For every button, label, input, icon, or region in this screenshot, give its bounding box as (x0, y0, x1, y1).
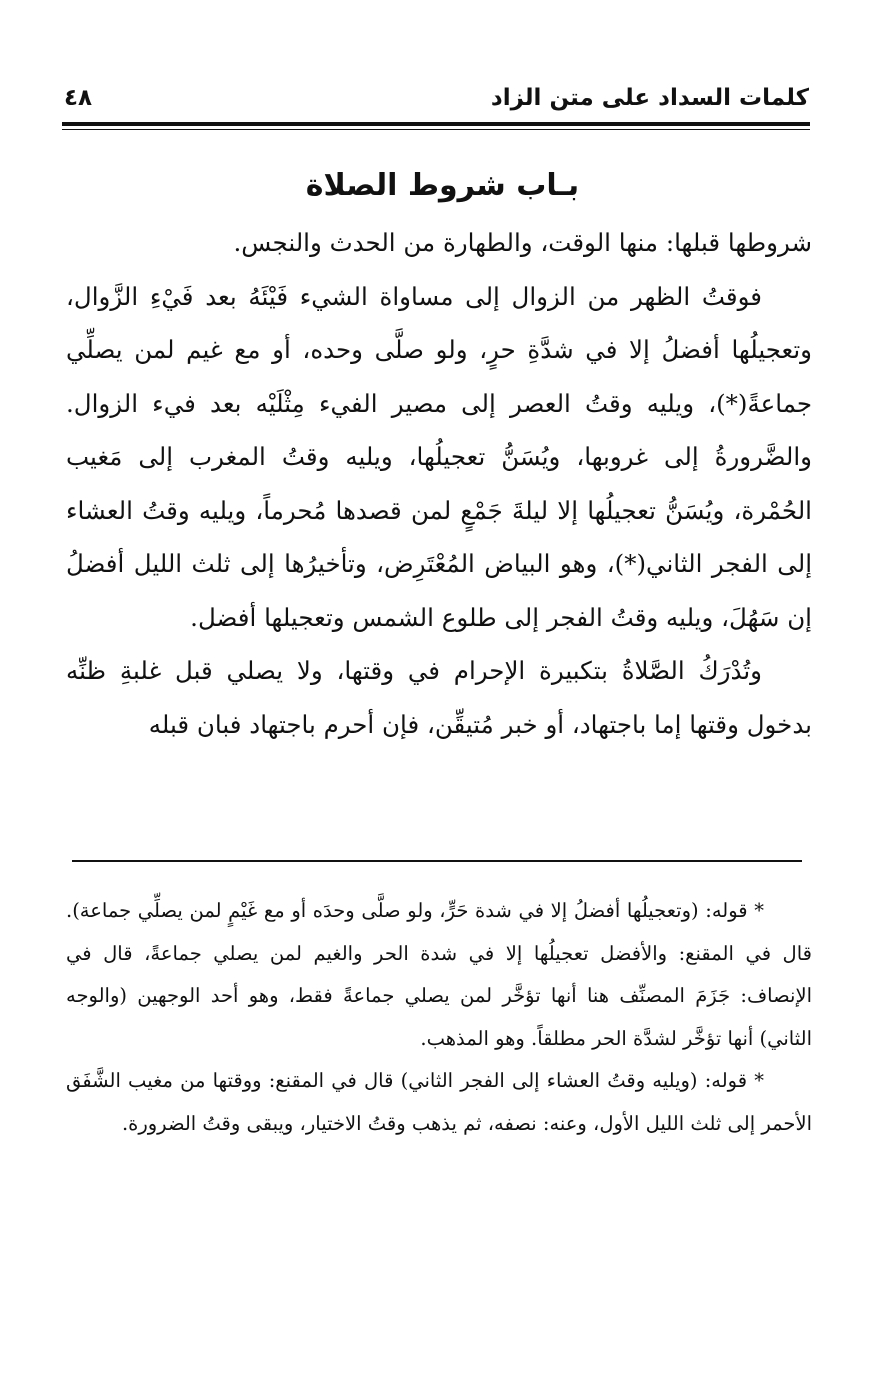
footnote: * قوله: (ويليه وقتُ العشاء إلى الفجر الثاني) قال في المقنع: ووقتها من مغيب الشَّفَق الأحمر إلى ثلث الليل الأول، وعنه: نصفه، ثم يذهب وقتُ الاختيار، ويبقى وقتُ الضرورة. (66, 1069, 812, 1135)
footnotes (66, 890, 812, 1145)
page-number: ٤٨ (64, 85, 93, 111)
footnote: * قوله: (وتعجيلُها أفضلُ إلا في شدة حَرٍّ، ولو صلَّى وحدَه أو مع غَيْمٍ لمن يصلِّي جماعة). قال في المقنع: والأفضل تعجيلُها إلا في شدة الحر والغيم لمن يصلي جماعةً، قال في الإنصاف: جَزَمَ المصنِّف هنا أنها تؤخَّر لمن يصلي جماعةً فقط، وهو أحد الوجهين (والوجه الثاني) أنها تؤخَّر لشدَّة الحر مطلقاً. وهو المذهب. (66, 899, 812, 1050)
running-header-title: كلمات السداد على متن الزاد (490, 85, 809, 111)
header-rule-thick (62, 122, 810, 126)
main-paragraph: وتُدْرَكُ الصَّلاةُ بتكبيرة الإحرام في وقتها، ولا يصلي قبل غلبةِ ظنِّه بدخول وقتها إما باجتهاد، أو خبر مُتيقِّن، فإن أحرم باجتهاد فبان قبله (66, 656, 812, 739)
main-paragraph: شروطها قبلها: منها الوقت، والطهارة من الحدث والنجس. (233, 228, 812, 257)
main-text (66, 216, 812, 751)
main-paragraph: فوقتُ الظهر من الزوال إلى مساواة الشيء فَيْئَهُ بعد فَيْءِ الزَّوال، وتعجيلُها أفضلُ إلا في شدَّةِ حرٍ، ولو صلَّى وحده، أو مع غيم لمن يصلِّي جماعةً(*)، ويليه وقتُ العصر إلى مصير الفيء مِثْلَيْه بعد فيء الزوال. والضَّرورةُ إلى غروبها، ويُسَنُّ تعجيلُها، ويليه وقتُ المغرب إلى مَغيب الحُمْرة، ويُسَنُّ تعجيلُها إلا ليلةَ جَمْعٍ لمن قصدها مُحرماً، ويليه وقتُ العشاء إلى الفجر الثاني(*)، وهو البياض المُعْتَرِض، وتأخيرُها إلى ثلث الليل أفضلُ إن سَهُلَ، ويليه وقتُ الفجر إلى طلوع الشمس وتعجيلها أفضل. (66, 281, 812, 632)
footnote-separator (72, 860, 802, 862)
running-header (64, 82, 809, 114)
chapter-heading: بـاب شروط الصلاة (305, 168, 580, 203)
header-rule-thin (62, 129, 810, 130)
